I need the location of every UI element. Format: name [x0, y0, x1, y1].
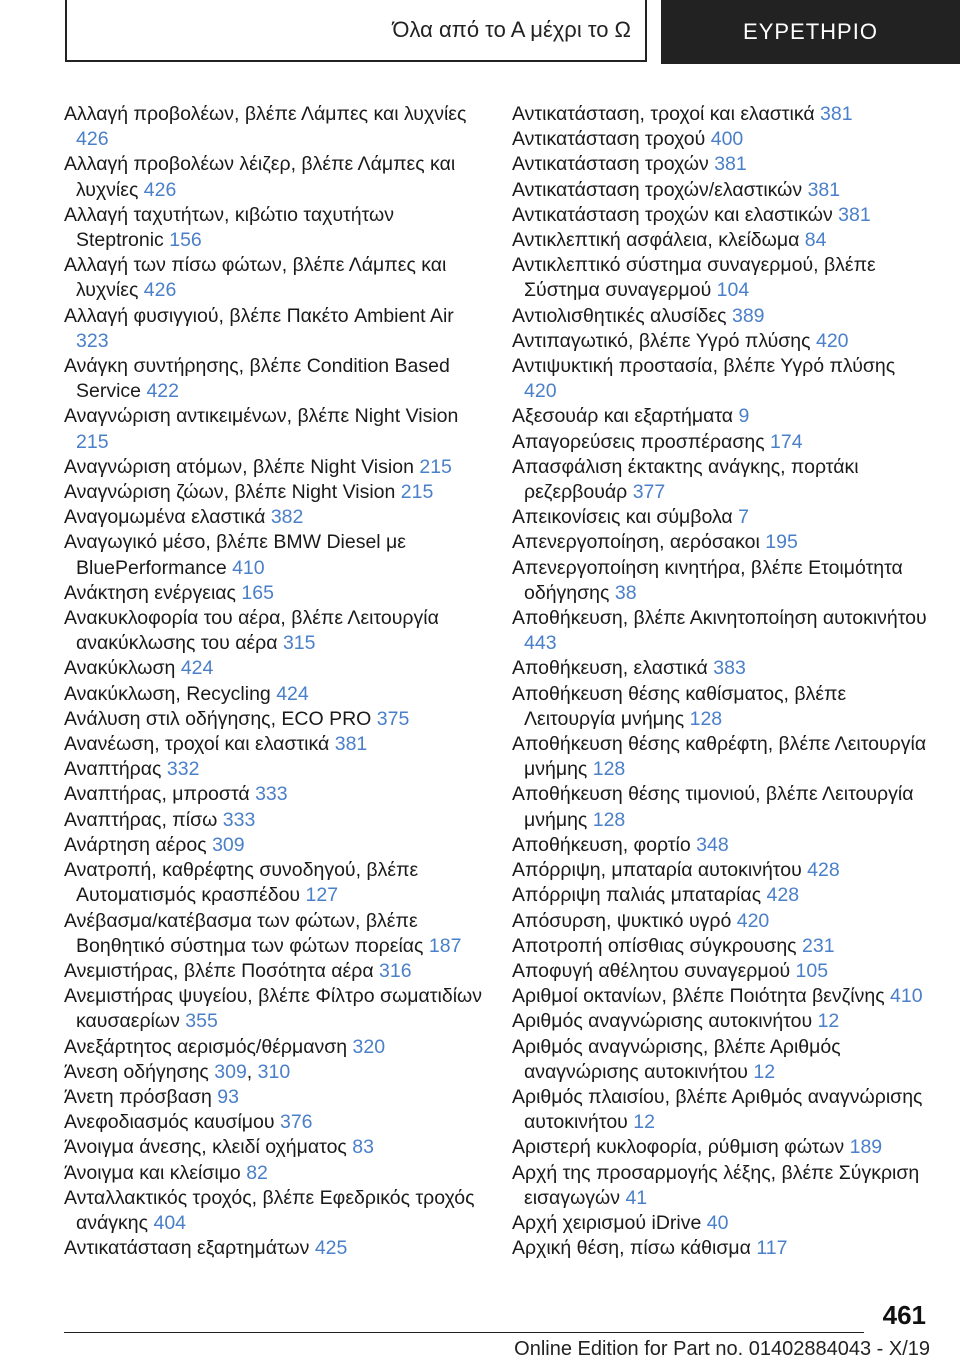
index-column-left	[64, 102, 484, 1261]
index-entry-term: Αναγνώριση ζώων, βλέπε Night Vision	[64, 481, 401, 504]
index-entry	[64, 656, 484, 681]
index-entry-term: Αρχική θέση, πίσω κάθισμα	[512, 1237, 757, 1260]
index-entry-term: Απόσυρση, ψυκτικό υγρό	[512, 909, 737, 932]
index-entry	[64, 1161, 484, 1186]
index-entry	[64, 833, 484, 858]
index-entry-term: Αποθήκευση θέσης καθίσματος, βλέπε Λειτουργία μνήμης	[512, 682, 847, 730]
index-entry-term: Απαγορεύσεις προσπέρασης	[512, 430, 771, 453]
index-entry	[512, 782, 932, 832]
footer-divider	[64, 1332, 864, 1333]
index-entry-term: Αναπτήρας	[64, 758, 167, 781]
page-reference-link[interactable]: 377	[632, 481, 666, 504]
index-entry-term: Άνοιγμα άνεσης, κλειδί οχήματος	[64, 1136, 353, 1159]
index-entry	[512, 354, 932, 404]
index-entry	[512, 556, 932, 606]
page-header	[65, 0, 960, 66]
index-entry-term: Αποθήκευση, βλέπε Ακινητοποίηση αυτοκινήτου	[512, 607, 927, 630]
index-entry	[64, 455, 484, 480]
index-entry-term: Αναπτήρας, μπροστά	[64, 783, 256, 806]
index-entry-term: Ανάλυση στιλ οδήγησης, ECO PRO	[64, 707, 377, 730]
page-reference-link[interactable]: 316	[379, 959, 412, 982]
index-entry	[512, 203, 932, 228]
index-entry-term: Ανατροπή, καθρέφτης συνοδηγού, βλέπε Αυτοματισμός κρασπέδου	[64, 859, 419, 907]
index-entry-term: Απασφάλιση έκτακτης ανάγκης, πορτάκι ρεζερβουάρ	[512, 455, 859, 504]
index-entry-term: Αναγνώριση αντικειμένων, βλέπε Night Vision	[64, 405, 459, 428]
index-entry	[64, 530, 484, 580]
index-entry	[512, 1236, 932, 1261]
page-reference-link[interactable]: 156	[169, 229, 202, 252]
index-entry	[512, 1135, 932, 1160]
index-entry	[64, 581, 484, 606]
page-reference-link[interactable]: 84	[804, 229, 827, 252]
section-tab[interactable]: Όλα από το Α μέχρι το Ω	[65, 0, 647, 62]
index-entry-term: Αποθήκευση, ελαστικά	[512, 657, 714, 680]
index-entry	[512, 505, 932, 530]
index-entry	[512, 984, 932, 1009]
index-entry	[512, 404, 932, 429]
index-entry-term: Αποτροπή οπίσθιας σύγκρουσης	[512, 934, 802, 957]
page-reference-link[interactable]: 422	[146, 380, 179, 403]
index-entry	[512, 127, 932, 152]
page-reference-link[interactable]: 128	[592, 808, 626, 831]
page-reference-link[interactable]: 309	[214, 1060, 247, 1083]
index-entry-term: Ανεμιστήρας, βλέπε Ποσότητα αέρα	[64, 959, 380, 982]
page-reference-link[interactable]: 426	[76, 128, 109, 151]
index-entry-term: Απενεργοποίηση κινητήρα, βλέπε Ετοιμότητα οδήγησης	[512, 556, 903, 604]
index-entry	[64, 782, 484, 807]
index-entry-term: Αναγομωμένα ελαστικά	[64, 506, 271, 529]
index-entry	[64, 354, 484, 404]
page-reference-link[interactable]: 187	[428, 934, 462, 957]
index-entry	[512, 909, 932, 934]
index-entry-term: Αλλαγή προβολέων, βλέπε Λάμπες και λυχνίες	[64, 103, 467, 125]
page-reference-link[interactable]: 404	[153, 1211, 187, 1234]
ref-separator: ,	[246, 1060, 258, 1083]
page-reference-link[interactable]: 375	[376, 707, 410, 730]
index-entry-term: Αντικλεπτική ασφάλεια, κλείδωμα	[512, 229, 805, 252]
index-entry-term: Αποθήκευση θέσης καθρέφτη, βλέπε Λειτουργία μνήμης	[512, 733, 927, 781]
index-entry-term: Αναγωγικό μέσο, βλέπε BMW Diesel με BluePerformance	[64, 531, 406, 579]
index-entry	[64, 606, 484, 656]
index-entry	[64, 858, 484, 908]
index-entry-term: Αντικατάσταση τροχών	[512, 153, 715, 176]
page-reference-link[interactable]: 310	[257, 1060, 291, 1083]
page-reference-link[interactable]: 323	[76, 329, 109, 352]
page-reference-link[interactable]: 231	[802, 934, 835, 957]
index-entry-term: Αντικατάσταση εξαρτημάτων	[64, 1237, 315, 1260]
index-entry-term: Ανέβασμα/κατέβασμα των φώτων, βλέπε Βοηθητικό σύστημα των φώτων πορείας	[64, 909, 429, 957]
index-entry	[64, 1085, 484, 1110]
page-reference-link[interactable]: 428	[766, 884, 800, 907]
index-entry	[64, 1135, 484, 1160]
index-entry	[64, 808, 484, 833]
page-reference-link[interactable]: 348	[696, 833, 729, 856]
index-entry	[512, 1035, 932, 1085]
index-entry-term: Αλλαγή ταχυτήτων, κιβώτιο ταχυτήτων Steptronic	[64, 203, 394, 252]
index-entry	[64, 959, 484, 984]
page-reference-link[interactable]: 381	[334, 733, 368, 756]
index-entry-term: Άνοιγμα και κλείσιμο	[64, 1161, 247, 1184]
index-entry-term: Αποφυγή αθέλητου συναγερμού	[512, 959, 796, 982]
index-entry	[512, 682, 932, 732]
page-reference-link[interactable]: 381	[714, 153, 747, 176]
index-entry	[512, 934, 932, 959]
index-entry-term: Αντικλεπτικό σύστημα συναγερμού, βλέπε Σύστημα συναγερμού	[512, 254, 876, 302]
index-entry	[64, 480, 484, 505]
index-entry	[512, 152, 932, 177]
index-entry-term: Ανεφοδιασμός καυσίμου	[64, 1111, 280, 1134]
page-reference-link[interactable]: 425	[314, 1237, 348, 1260]
page-reference-link[interactable]: 410	[890, 985, 923, 1008]
index-entry	[64, 1236, 484, 1261]
page-reference-link[interactable]: 420	[736, 909, 770, 932]
index-entry	[512, 430, 932, 455]
index-entry	[64, 984, 484, 1034]
index-entry-term: Αναγνώριση ατόμων, βλέπε Night Vision	[64, 455, 420, 478]
page-reference-link[interactable]: 82	[246, 1161, 268, 1184]
page-reference-link[interactable]: 12	[817, 1010, 840, 1033]
index-entry	[512, 858, 932, 883]
page-reference-link[interactable]: 9	[738, 405, 750, 428]
index-tab[interactable]: ΕΥΡΕΤΗΡΙΟ	[661, 0, 960, 64]
index-entry	[64, 707, 484, 732]
index-entry-term: Απεικονίσεις και σύμβολα	[512, 506, 739, 529]
page-reference-link[interactable]: 215	[419, 455, 452, 478]
index-entry-term: Αλλαγή των πίσω φώτων, βλέπε Λάμπες και λυχνίες	[64, 254, 447, 302]
index-entry-term: Αξεσουάρ και εξαρτήματα	[512, 405, 739, 428]
page-reference-link[interactable]: 128	[592, 758, 626, 781]
index-entry	[64, 757, 484, 782]
page-reference-link[interactable]: 12	[753, 1060, 776, 1083]
page-reference-link[interactable]: 381	[838, 203, 871, 226]
page-reference-link[interactable]: 426	[143, 178, 177, 201]
page-reference-link[interactable]: 165	[241, 581, 274, 604]
index-entry-term: Αντικατάσταση τροχών/ελαστικών	[512, 178, 808, 201]
index-entry	[64, 1060, 484, 1085]
index-entry-term: Αντιολισθητικές αλυσίδες	[512, 304, 732, 327]
index-entry	[64, 682, 484, 707]
page-reference-link[interactable]: 189	[849, 1136, 883, 1159]
page-reference-link[interactable]: 83	[352, 1136, 374, 1159]
page-reference-link[interactable]: 355	[185, 1010, 218, 1033]
index-entry	[64, 1186, 484, 1236]
page-reference-link[interactable]: 333	[222, 808, 256, 831]
index-entry-term: Ανακύκλωση	[64, 657, 181, 680]
index-entry	[512, 959, 932, 984]
index-entry-term: Αριθμός πλαισίου, βλέπε Αριθμός αναγνώρισης αυτοκινήτου	[512, 1085, 923, 1134]
footer-edition: Online Edition for Part no. 01402884043 - X/19	[514, 1338, 930, 1360]
index-entry-term: Ανακυκλοφορία του αέρα, βλέπε Λειτουργία ανακύκλωσης του αέρα	[64, 607, 439, 655]
index-entry	[512, 455, 932, 505]
page-reference-link[interactable]: 195	[765, 531, 798, 554]
index-entry	[512, 178, 932, 203]
index-entry-term: Αριθμός αναγνώρισης αυτοκινήτου	[512, 1010, 818, 1033]
page-reference-link[interactable]: 389	[731, 304, 765, 327]
index-entry	[64, 253, 484, 303]
index-entry	[64, 1035, 484, 1060]
page-reference-link[interactable]: 426	[143, 279, 177, 302]
page-reference-link[interactable]: 332	[166, 758, 200, 781]
page-reference-link[interactable]: 127	[305, 884, 339, 907]
index-entry	[512, 606, 932, 656]
index-column-right	[512, 102, 932, 1261]
index-entry	[64, 152, 484, 202]
page-reference-link[interactable]: 443	[524, 632, 557, 655]
index-entry	[512, 1085, 932, 1135]
index-entry-term: Αντιψυκτική προστασία, βλέπε Υγρό πλύσης	[512, 355, 896, 378]
index-entry	[512, 732, 932, 782]
index-entry	[512, 1009, 932, 1034]
page-reference-link[interactable]: 315	[282, 632, 316, 655]
page-reference-link[interactable]: 428	[807, 859, 840, 882]
index-entry-term: Ανακύκλωση, Recycling	[64, 682, 277, 705]
index-entry-term: Απόρριψη παλιάς μπαταρίας	[512, 884, 767, 907]
index-entry	[512, 530, 932, 555]
page-reference-link[interactable]: 128	[689, 707, 723, 730]
page-reference-link[interactable]: 381	[820, 103, 853, 125]
index-entry-term: Αρχή χειρισμού iDrive	[512, 1211, 707, 1234]
index-entry	[64, 203, 484, 253]
index-entry-term: Αντικατάσταση, τροχοί και ελαστικά	[512, 103, 821, 125]
page-reference-link[interactable]: 7	[738, 506, 749, 529]
page-reference-link[interactable]: 382	[270, 506, 304, 529]
index-entry	[64, 505, 484, 530]
page-reference-link[interactable]: 174	[770, 430, 803, 453]
index-entry-term: Ανταλλακτικός τροχός, βλέπε Εφεδρικός τροχός ανάγκης	[64, 1186, 475, 1234]
page-reference-link[interactable]: 93	[217, 1085, 239, 1108]
index-entry	[512, 329, 932, 354]
index-entry	[512, 833, 932, 858]
page-reference-link[interactable]: 320	[352, 1035, 386, 1058]
index-entry-term: Αλλαγή προβολέων λέιζερ, βλέπε Λάμπες και λυχνίες	[64, 153, 456, 201]
index-entry-term: Αναπτήρας, πίσω	[64, 808, 223, 831]
index-entry-term: Άνετη πρόσβαση	[64, 1085, 218, 1108]
page-reference-link[interactable]: 12	[633, 1111, 655, 1134]
index-entry-term: Αποθήκευση θέσης τιμονιού, βλέπε Λειτουργία μνήμης	[512, 783, 914, 831]
page-reference-link[interactable]: 41	[625, 1186, 648, 1209]
index-entry	[512, 228, 932, 253]
index-entry-term: Ανάκτηση ενέργειας	[64, 581, 242, 604]
page-reference-link[interactable]: 333	[255, 783, 288, 806]
index-entry-term: Αποθήκευση, φορτίο	[512, 833, 697, 856]
index-entry-term: Ανάρτηση αέρος	[64, 833, 213, 856]
page-reference-link[interactable]: 38	[614, 581, 637, 604]
index-entry-term: Ανεξάρτητος αερισμός/θέρμανση	[64, 1035, 353, 1058]
page-reference-link[interactable]: 40	[706, 1211, 729, 1234]
index-entry-term: Αριθμός αναγνώρισης, βλέπε Αριθμός αναγνώρισης αυτοκινήτου	[512, 1035, 841, 1083]
index-entry	[512, 253, 932, 303]
page-reference-link[interactable]: 117	[756, 1237, 788, 1260]
page-reference-link[interactable]: 420	[524, 380, 557, 403]
index-entry-term: Ανεμιστήρας ψυγείου, βλέπε Φίλτρο σωματιδίων καυσαερίων	[64, 985, 483, 1033]
page-number: 461	[882, 1300, 926, 1330]
index-entry-term: Αρχή της προσαρμογής λέξης, βλέπε Σύγκριση εισαγωγών	[512, 1161, 920, 1209]
index-entry	[512, 883, 932, 908]
page-reference-link[interactable]: 104	[716, 279, 750, 302]
page-reference-link[interactable]: 105	[795, 959, 829, 982]
page-reference-link[interactable]: 410	[232, 556, 265, 579]
index-entry	[512, 1161, 932, 1211]
index-entry	[64, 102, 484, 152]
index-entry-term: Αριθμοί οκτανίων, βλέπε Ποιότητα βενζίνης	[512, 985, 891, 1008]
index-entry-term: Αλλαγή φυσιγγιού, βλέπε Πακέτο Ambient Air	[64, 304, 454, 327]
index-entry-term: Απόρριψη, μπαταρία αυτοκινήτου	[512, 859, 808, 882]
index-entry-term: Ανανέωση, τροχοί και ελαστικά	[64, 733, 335, 756]
index-entry-term: Αριστερή κυκλοφορία, ρύθμιση φώτων	[512, 1136, 850, 1159]
page-reference-link[interactable]: 424	[276, 682, 309, 705]
index-entry	[64, 304, 484, 354]
index-entry	[64, 732, 484, 757]
page-reference-link[interactable]: 215	[76, 430, 109, 453]
page-reference-link[interactable]: 376	[279, 1111, 313, 1134]
index-entry-term: Αντιπαγωτικό, βλέπε Υγρό πλύσης	[512, 329, 816, 352]
index-entry	[512, 1211, 932, 1236]
page-reference-link[interactable]: 424	[180, 657, 214, 680]
index-entry-term: Αντικατάσταση τροχών και ελαστικών	[512, 203, 839, 226]
index-entry	[64, 404, 484, 454]
index-entry	[64, 909, 484, 959]
page-reference-link[interactable]: 420	[815, 329, 849, 352]
index-entry-term: Απενεργοποίηση, αερόσακοι	[512, 531, 766, 554]
page-reference-link[interactable]: 309	[212, 833, 245, 856]
page-reference-link[interactable]: 383	[713, 657, 746, 680]
page-reference-link[interactable]: 381	[807, 178, 841, 201]
index-entry-term: Αντικατάσταση τροχού	[512, 128, 711, 151]
index-entry	[512, 304, 932, 329]
index-entry-term: Ανάγκη συντήρησης, βλέπε Condition Based Service	[64, 355, 450, 403]
page-reference-link[interactable]: 400	[710, 128, 744, 151]
index-entry	[64, 1110, 484, 1135]
index-entry	[512, 102, 932, 127]
index-entry-term: Άνεση οδήγησης	[64, 1060, 215, 1083]
page-reference-link[interactable]: 215	[400, 481, 434, 504]
index-entry	[512, 656, 932, 681]
